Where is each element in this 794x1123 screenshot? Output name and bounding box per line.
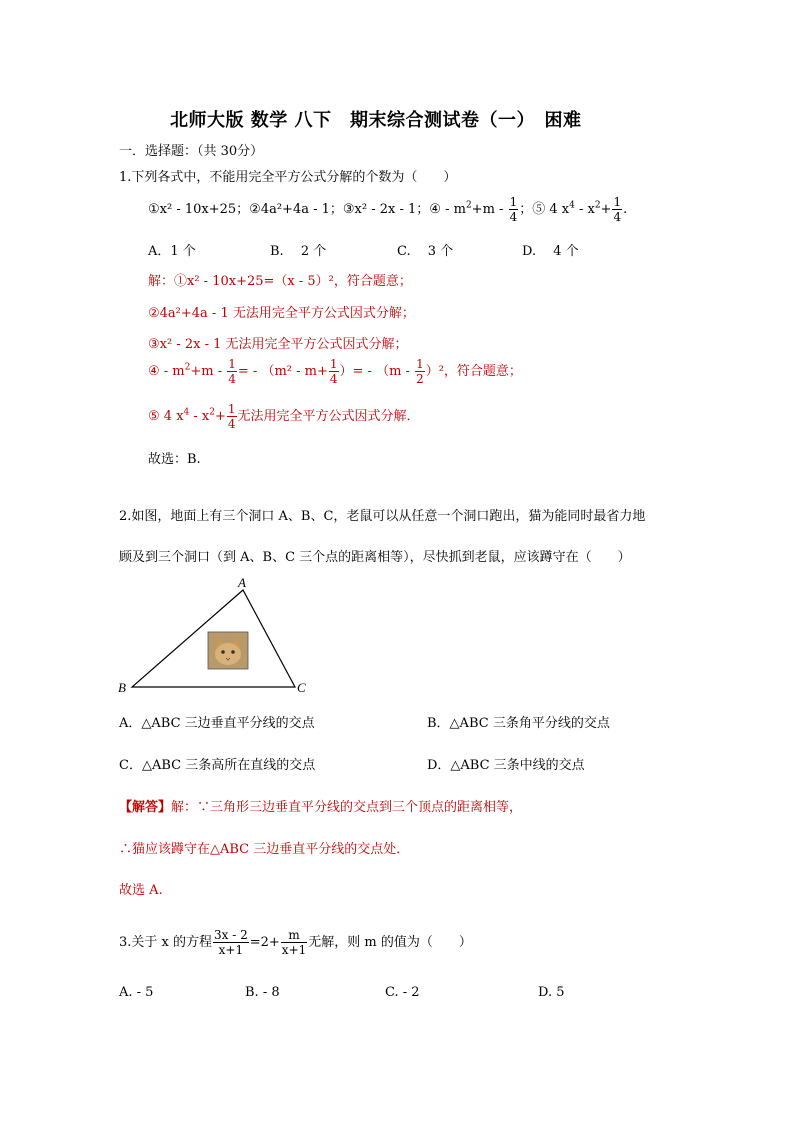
fraction: $\frac{1}{4}$ <box>227 402 236 431</box>
q1-expr-5a: ；⑤ 4 x <box>519 202 570 217</box>
cat-icon <box>208 632 248 669</box>
fraction: $\frac{1}{2}$ <box>416 357 424 386</box>
q3-option-d[interactable]: D. 5 <box>538 985 565 1000</box>
section-heading: 一．选择题：（共 30分） <box>119 144 264 159</box>
q1-expr-2: ②4a²+4a - 1； <box>249 202 343 217</box>
solution-tag: 【解答】 <box>119 800 172 815</box>
fraction: $\frac{1}{4}$ <box>329 357 338 386</box>
vertex-label-c: C <box>297 680 306 695</box>
q1-solution-3: ③x² - 2x - 1 无法用完全平方公式因式分解； <box>148 337 408 352</box>
q3-option-a[interactable]: A. - 5 <box>119 985 154 1000</box>
fraction: $\frac{1}{4}$ <box>228 357 236 386</box>
triangle-diagram <box>110 572 320 697</box>
fraction: $\frac{m}{x+1}$ <box>281 928 307 957</box>
fraction: $\frac{3x - 2}{x+1}$ <box>214 928 248 957</box>
q3-stem: 3.关于 x 的方程 $\frac{3x - 2}{x+1}$ =2+ $\frac{m}{x+1}$ 无解，则 m 的值为（ ） <box>119 928 472 957</box>
q1-answer: 故选：B. <box>148 452 201 467</box>
q1-expr-1: ①x² - 10x+25； <box>148 202 250 217</box>
q2-stem-line-1: 2.如图，地面上有三个洞口 A、B、C，老鼠可以从任意一个洞口跑出，猫为能同时最省力地 <box>119 509 646 524</box>
q2-solution-2: ∴猫应该蹲守在△ABC 三边垂直平分线的交点处． <box>119 842 410 857</box>
q1-expressions: ①x² - 10x+25；②4a²+4a - 1；③x² - 2x - 1；④ - $m^2+m$ - $\frac{1}{4}$ ；⑤ 4 $x^4 - x^2+$ $\frac{1}{4}$ . <box>148 195 628 224</box>
q1-expr-4b: +m - <box>471 202 508 217</box>
fraction: $\frac{1}{4}$ <box>509 195 518 224</box>
q2-option-a[interactable]: A．△ABC 三边垂直平分线的交点 <box>119 716 315 731</box>
q2-solution-1: 【解答】解：∵三角形三边垂直平分线的交点到三个顶点的距离相等， <box>119 800 523 815</box>
q1-option-d[interactable]: D. 4 个 <box>522 244 579 259</box>
q1-option-b[interactable]: B. 2 个 <box>270 244 327 259</box>
q3-option-b[interactable]: B. - 8 <box>245 985 280 1000</box>
q1-option-a[interactable]: A．1 个 <box>148 244 196 259</box>
q1-expr-5b: - x <box>574 202 595 217</box>
q2-option-b[interactable]: B．△ABC 三条角平分线的交点 <box>427 716 610 731</box>
q1-solution-5: ⑤ 4 $x^4 - x^2+$ $\frac{1}{4}$ 无法用完全平方公式因式分解． <box>148 402 420 431</box>
q2-option-c[interactable]: C．△ABC 三条高所在直线的交点 <box>119 758 316 773</box>
fraction: $\frac{1}{4}$ <box>613 195 622 224</box>
q1-expr-3: ③x² - 2x - 1； <box>342 202 430 217</box>
q2-option-d[interactable]: D．△ABC 三条中线的交点 <box>427 758 585 773</box>
q2-stem-line-2: 顾及到三个洞口（到 A、B、C 三个点的距离相等），尽快抓到老鼠，应该蹲守在（ ） <box>119 550 631 565</box>
q2-answer: 故选 A. <box>119 883 163 898</box>
q1-stem: 1.下列各式中，不能用完全平方公式分解的个数为（ ） <box>119 170 457 185</box>
q1-solution-1: 解：①x² - 10x+25=（x - 5）²，符合题意； <box>148 274 412 289</box>
vertex-label-b: B <box>118 680 126 695</box>
q1-expr-4a: ④ - m <box>429 202 466 217</box>
page-title: 北师大版 数学 八下 期末综合测试卷（一） 困难 <box>170 110 582 131</box>
vertex-label-a: A <box>238 575 246 590</box>
q3-option-c[interactable]: C. - 2 <box>385 985 420 1000</box>
q1-option-c[interactable]: C. 3 个 <box>397 244 454 259</box>
q1-solution-2: ②4a²+4a - 1 无法用完全平方公式因式分解； <box>148 306 415 321</box>
q1-solution-4: ④ - $m^2+m$ - $\frac{1}{4}$ = - （m² - m+ $\frac{1}{4}$ ）= - （m - $\frac{1}{2}$ ）²，符合题意； <box>148 357 522 386</box>
